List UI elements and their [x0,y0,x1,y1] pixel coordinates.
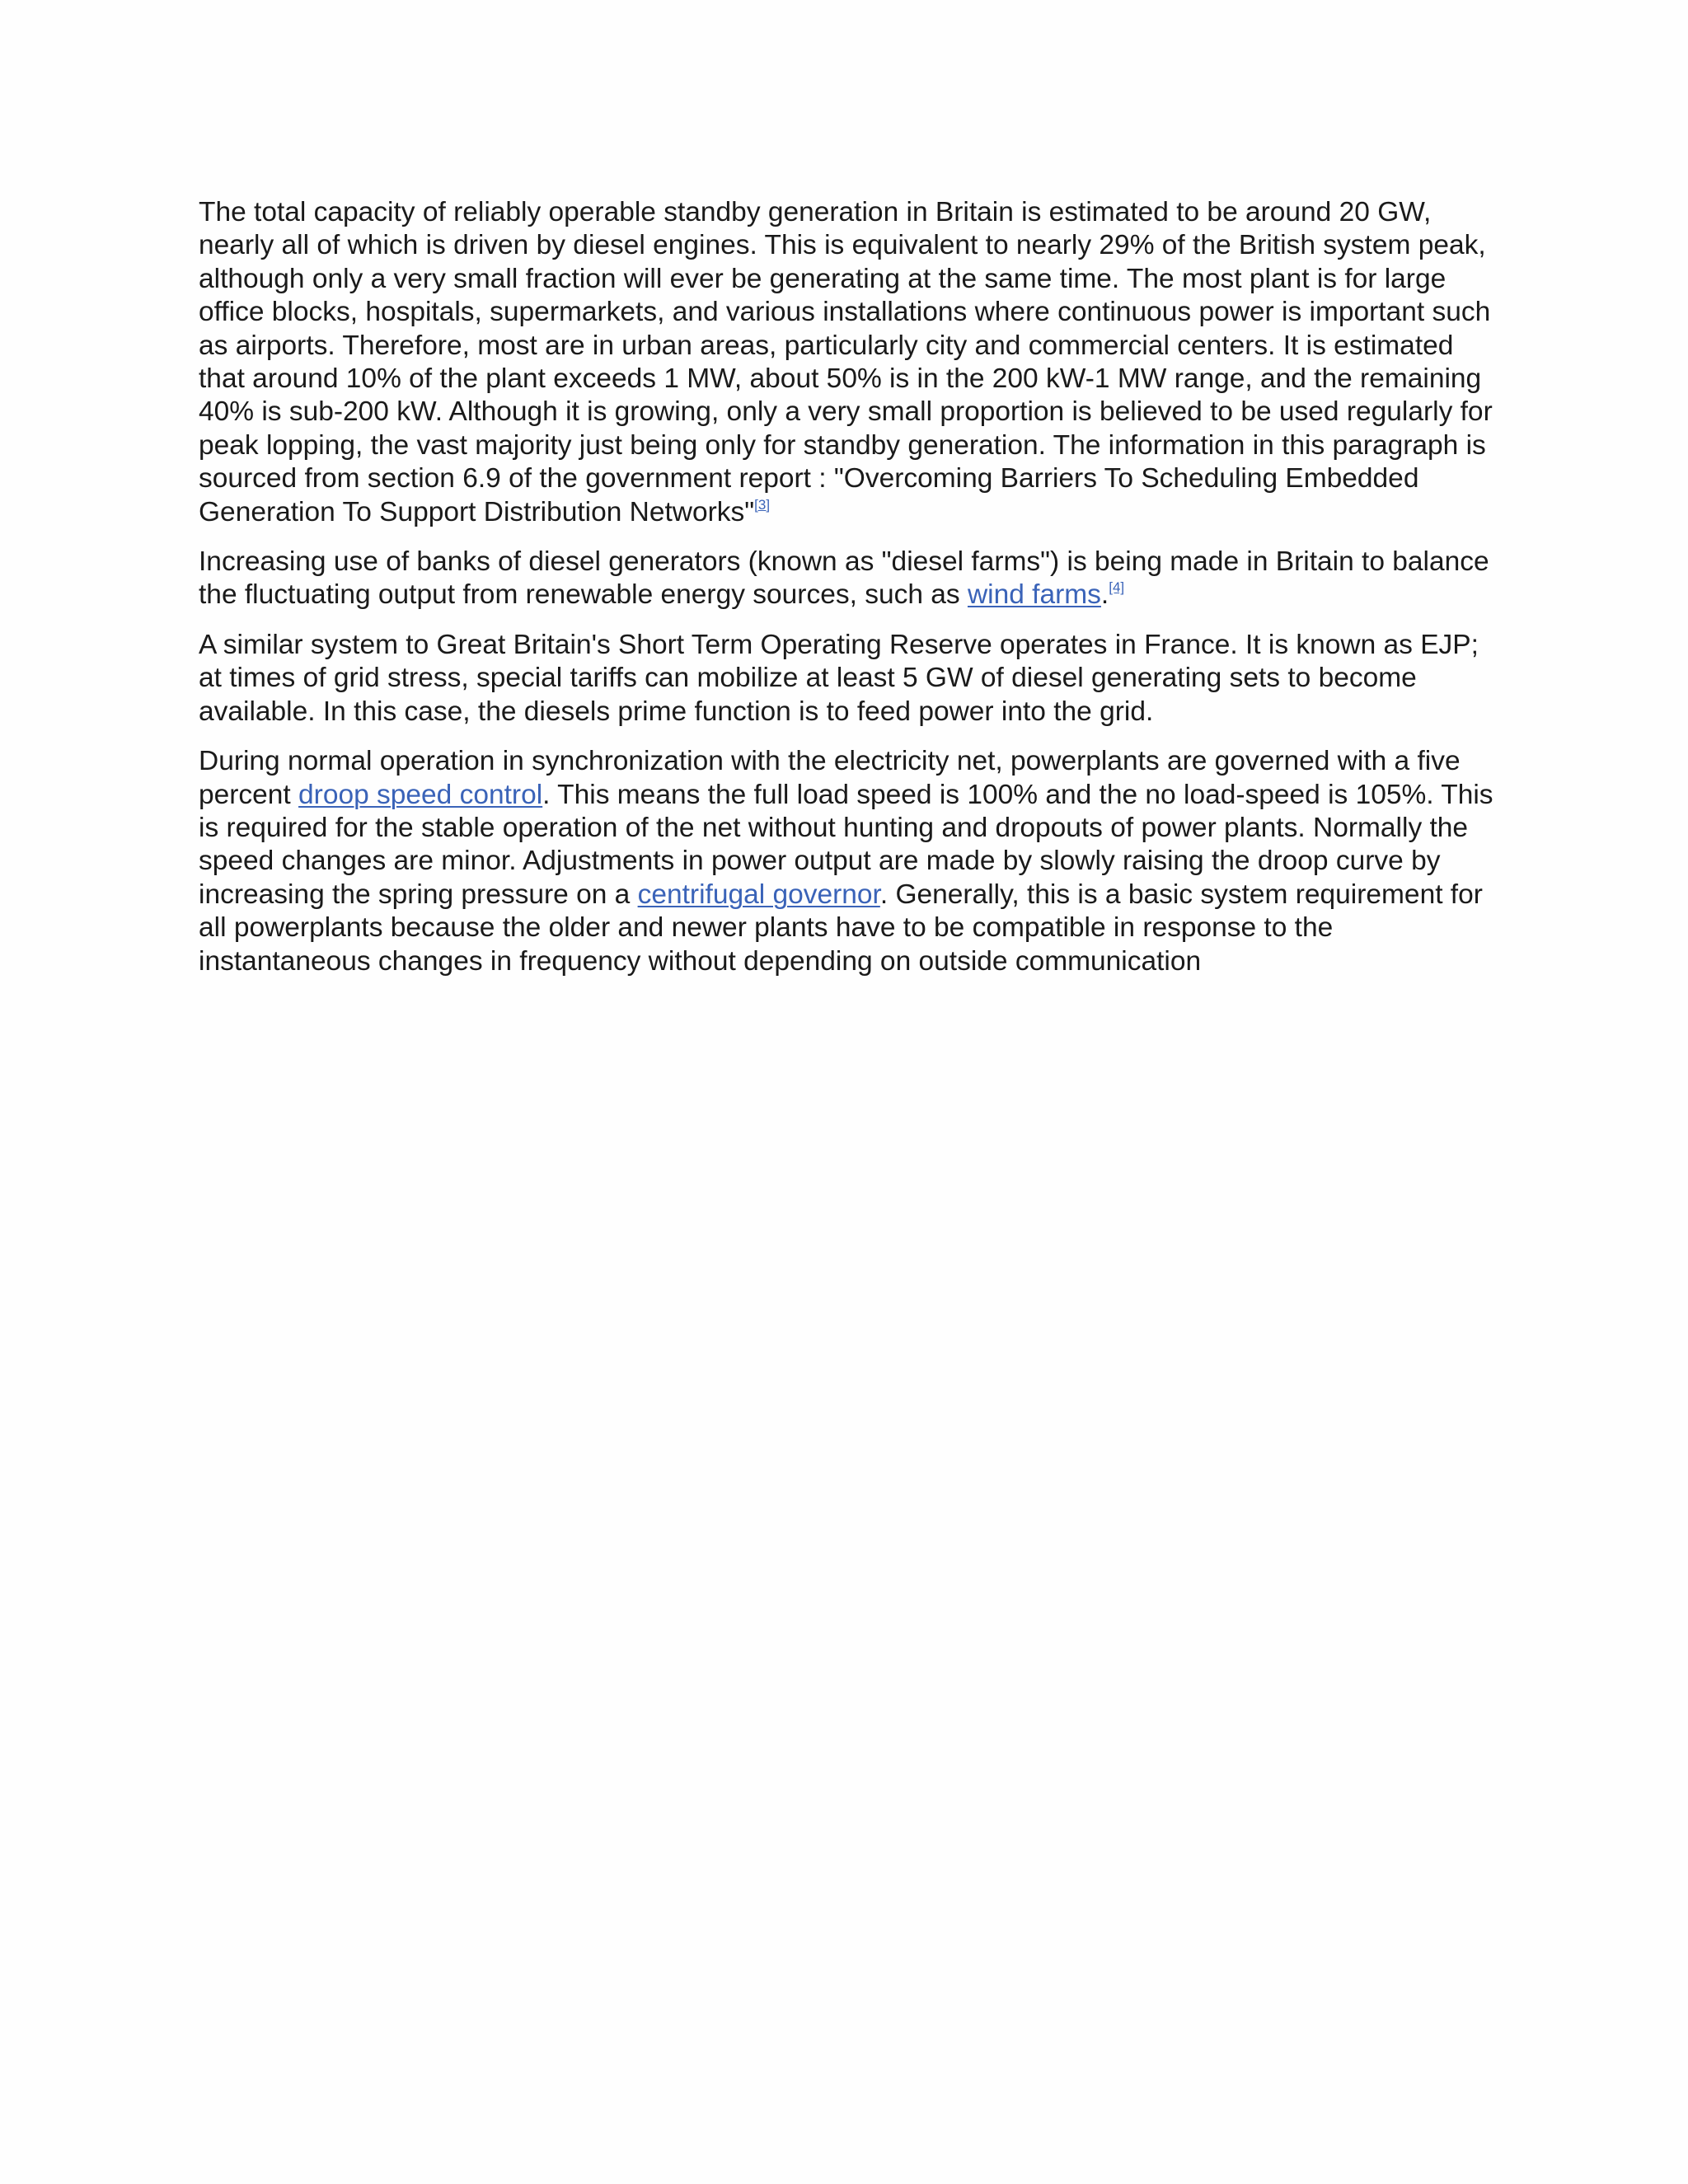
citation-link[interactable]: [4] [1109,579,1125,596]
link-droop-speed-control[interactable]: droop speed control [298,779,543,810]
document-body [199,196,1501,995]
citation-link[interactable]: [3] [754,496,771,513]
citation-4[interactable] [1109,579,1124,595]
citation-3[interactable] [754,497,770,513]
paragraph-text: Increasing use of banks of diesel generators (known as "diesel farms") is being made in Britain to balance the fluctuating output from renewable energy sources, such as [199,546,1489,611]
paragraph-france-ejp [199,629,1501,729]
paragraph-standby-capacity [199,196,1501,529]
paragraph-text: . Generally, this is a basic system requirement for all powerplants because the older and newer plants have to be compatible in response to the instantaneous changes in frequency without depending on outside communication [199,879,1483,977]
paragraph-text: During normal operation in synchronization with the electricity net, powerplants are governed with a five percent [199,746,1461,810]
paragraph-text: A similar system to Great Britain's Short Term Operating Reserve operates in France. It is known as EJP; at times of grid stress, special tariffs can mobilize at least 5 GW of diesel generating sets to become available. In this case, the diesels prime function is to feed power into the grid. [199,629,1479,727]
paragraph-text: . [1100,579,1109,611]
paragraph-text: . This means the full load speed is 100% and the no load-speed is 105%. This is required for the stable operation of the net without hunting and dropouts of power plants. Normally the speed changes are minor. Adjustments in power output are made by slowly raising the droop curve by increasing the spring pressure on a [199,779,1493,910]
link-wind-farms[interactable]: wind farms [967,579,1101,611]
paragraph-diesel-farms [199,546,1501,612]
paragraph-text: The total capacity of reliably operable standby generation in Britain is estimated to be around 20 GW, nearly all of which is driven by diesel engines. This is equivalent to nearly 29% of the British system peak, although only a very small fraction will ever be generating at the same time. The most plant is for large office blocks, hospitals, supermarkets, and various installations where continuous power is important such as airports. Therefore, most are in urban areas, particularly city and commercial centers. It is estimated that around 10% of the plant exceeds 1 MW, about 50% is in the 200 kW-1 MW range, and the remaining 40% is sub-200 kW. Although it is growing, only a very small proportion is believed to be used regularly for peak lopping, the vast majority just being only for standby generation. The information in this paragraph is sourced from section 6.9 of the government report : "Overcoming Barriers To Scheduling Embedded Generation To Support Distribution Networks" [199,197,1493,527]
paragraph-droop-control [199,745,1501,978]
link-centrifugal-governor[interactable]: centrifugal governor [637,879,880,910]
